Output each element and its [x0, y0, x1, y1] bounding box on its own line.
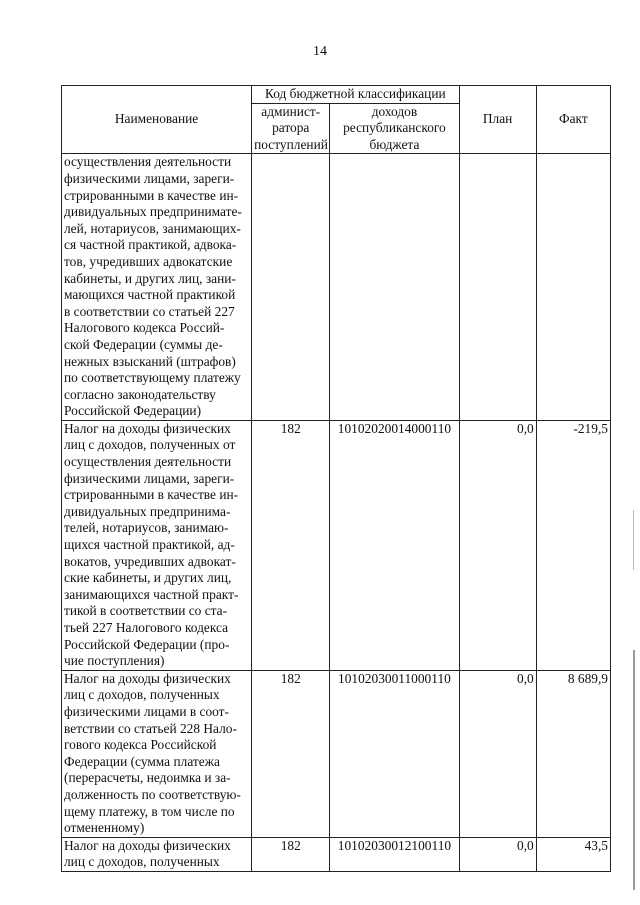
header-name: Наименование: [62, 86, 252, 154]
row-name-line: физическими лицами, зареги-: [64, 470, 235, 486]
row-name: [62, 837, 252, 871]
row-admin-code: [252, 154, 330, 421]
row-name-line: дивидуальных предпринимате-: [64, 204, 242, 220]
row-name-line: Налогового кодекса Россий-: [64, 320, 225, 336]
header-admin: админист- ратора поступлений: [252, 103, 330, 154]
budget-revenue-table: [61, 85, 611, 872]
row-name-line: Налог на доходы физических: [64, 670, 231, 686]
row-name-line: отмененному): [64, 820, 145, 836]
row-name-line: в соответствии со статьей 227: [64, 303, 235, 319]
table-row: [62, 420, 611, 670]
row-name-line: Федерации (сумма платежа: [64, 753, 220, 769]
row-name-line: (перерасчеты, недоимка и за-: [64, 770, 231, 786]
row-name-line: физическими лицами, зареги-: [64, 170, 235, 186]
row-name-line: стрированными в качестве ин-: [64, 187, 239, 203]
row-admin-code: 182: [252, 420, 330, 670]
row-name-line: осуществления деятельности: [64, 454, 232, 470]
row-name-line: чие поступления): [64, 653, 165, 669]
row-plan: 0,0: [459, 837, 536, 871]
row-name-line: согласно законодательству: [64, 386, 216, 402]
table-row: [62, 670, 611, 837]
row-name-line: щихся частной практикой, ад-: [64, 537, 235, 553]
row-admin-code: 182: [252, 837, 330, 871]
row-name-line: тьей 227 Налогового кодекса: [64, 620, 229, 635]
row-name-line: тикой в соответствии со ста-: [64, 603, 228, 619]
row-name-line: кабинеты, и других лиц, зани-: [64, 270, 236, 286]
row-name-line: долженность по соответствую-: [64, 786, 241, 802]
table-header: [62, 86, 611, 154]
row-plan: 0,0: [459, 420, 536, 670]
row-name-line: стрированными в качестве ин-: [64, 487, 239, 503]
row-name-line: ской Федерации (суммы де-: [64, 336, 223, 352]
header-budget-code: Код бюджетной классификации: [252, 86, 459, 104]
row-name: [62, 420, 252, 670]
row-name-line: ские кабинеты, и других лиц,: [64, 570, 232, 586]
row-fact: 8 689,9: [536, 670, 610, 837]
table-row: [62, 837, 611, 871]
table-body: [62, 154, 611, 872]
row-revenue-code: 10102020014000110: [330, 420, 459, 670]
row-name-line: дивидуальных предпринима-: [64, 503, 231, 519]
row-name-line: тов, учредивших адвокатские: [64, 253, 233, 269]
row-name-line: лиц с доходов, полученных: [64, 687, 220, 703]
row-fact: 43,5: [536, 837, 610, 871]
row-plan: 0,0: [459, 670, 536, 837]
row-name-line: ветствии со статьей 228 Нало-: [64, 720, 237, 736]
row-name-line: щему платежу, в том числе по: [64, 803, 235, 819]
row-name-line: лиц с доходов, полученных: [64, 854, 220, 870]
row-name-line: по соответствующему платежу: [64, 370, 241, 386]
row-name-line: нежных взысканий (штрафов): [64, 353, 236, 369]
header-revenue: доходов республиканского бюджета: [330, 103, 459, 154]
row-name-line: занимающихся частной практ-: [64, 586, 239, 602]
page-number: 14: [313, 44, 327, 59]
row-name-line: мающихся частной практикой: [64, 287, 236, 303]
row-name-line: лиц с доходов, полученных от: [64, 437, 236, 453]
row-admin-code: 182: [252, 670, 330, 837]
header-plan: План: [459, 86, 536, 154]
row-name-line: вокатов, учредивших адвокат-: [64, 553, 236, 569]
row-name-line: телей, нотариусов, занимаю-: [64, 520, 229, 536]
scan-edge-mark: [633, 650, 635, 890]
scan-edge-mark: [633, 510, 634, 570]
row-name: [62, 670, 252, 837]
row-name-line: осуществления деятельности: [64, 154, 232, 170]
row-revenue-code: [330, 154, 459, 421]
row-name-line: Российской Федерации (про-: [64, 636, 230, 652]
row-plan: [459, 154, 536, 421]
row-revenue-code: 10102030012100110: [330, 837, 459, 871]
row-name-line: лей, нотариусов, занимающих-: [64, 220, 241, 236]
header-fact: Факт: [536, 86, 610, 154]
row-name-line: гового кодекса Российской: [64, 737, 217, 753]
row-revenue-code: 10102030011000110: [330, 670, 459, 837]
row-name: [62, 154, 252, 421]
row-name-line: Налог на доходы физических: [64, 837, 231, 853]
row-name-line: ся частной практикой, адвока-: [64, 237, 237, 253]
row-fact: -219,5: [536, 420, 610, 670]
row-fact: [536, 154, 610, 421]
row-name-line: Российской Федерации): [64, 403, 202, 419]
row-name-line: физическими лицами в соот-: [64, 703, 229, 719]
row-name-line: Налог на доходы физических: [64, 420, 231, 436]
table-row: [62, 154, 611, 421]
